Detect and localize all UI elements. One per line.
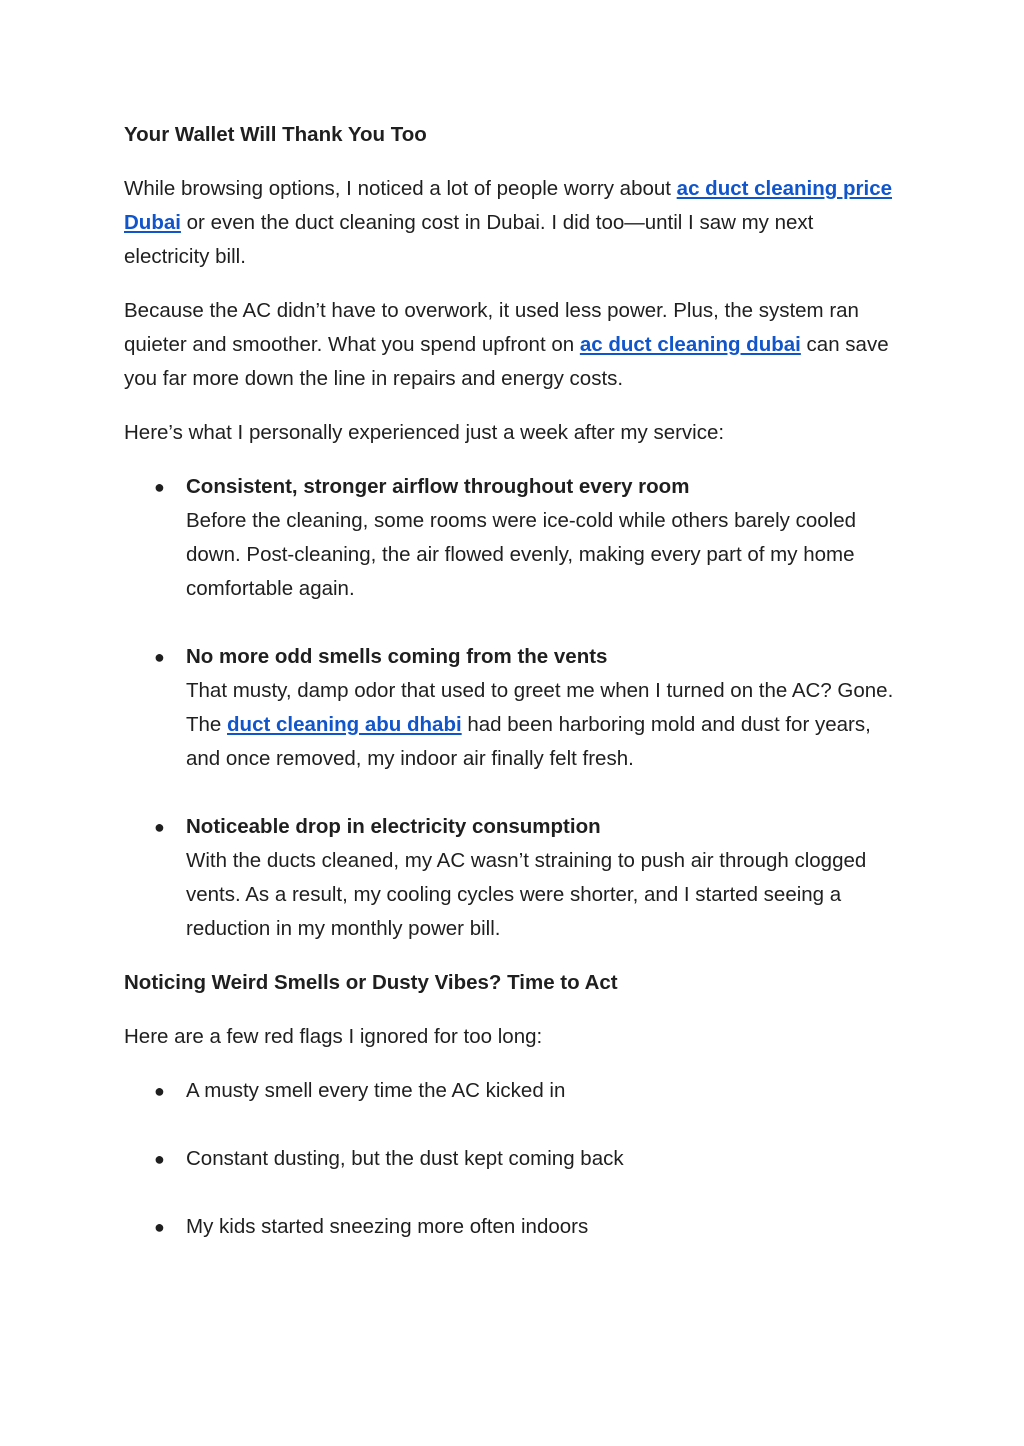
paragraph-text: While browsing options, I noticed a lot of people worry about (124, 177, 677, 200)
section-heading-red-flags: Noticing Weird Smells or Dusty Vibes? Time to Act (124, 971, 618, 994)
paragraph-price (124, 172, 904, 274)
bullet-icon: ● (154, 1149, 165, 1169)
list-item-body: With the ducts cleaned, my AC wasn’t straining to push air through clogged vents. As a result, my cooling cycles were shorter, and I started seeing a reduction in my monthly power bill. (186, 849, 867, 940)
list-item (124, 1142, 904, 1176)
bullet-icon: ● (154, 817, 165, 837)
list-item-text: had been harboring mold and dust for years, and once removed, my indoor air finally felt fresh. (186, 713, 871, 770)
paragraph-experience: Here’s what I personally experienced just a week after my service: (124, 421, 725, 444)
list-item (124, 1210, 904, 1244)
list-item (124, 640, 904, 776)
link-ac-duct-cleaning-dubai[interactable]: ac duct cleaning dubai (579, 333, 801, 356)
bullet-icon: ● (154, 1081, 165, 1101)
link-ac-duct-cleaning-price-dubai[interactable]: ac duct cleaning price Dubai (124, 177, 892, 234)
bullet-icon: ● (154, 647, 165, 667)
list-item-text: Constant dusting, but the dust kept coming back (186, 1147, 624, 1170)
list-item-body (186, 674, 904, 776)
bullet-icon: ● (154, 477, 165, 497)
list-item-text: My kids started sneezing more often indoors (186, 1215, 589, 1238)
document-page (124, 118, 904, 1244)
experience-list (124, 470, 904, 946)
link-duct-cleaning-abu-dhabi[interactable]: duct cleaning abu dhabi (227, 713, 462, 736)
list-item (124, 1074, 904, 1108)
list-item-title: Noticeable drop in electricity consumption (186, 815, 601, 838)
list-item (124, 810, 904, 946)
list-item-body: Before the cleaning, some rooms were ice-cold while others barely cooled down. Post-cleaning, the air flowed evenly, making every part of my home comfortable again. (186, 509, 857, 600)
list-item-title: Consistent, stronger airflow throughout every room (186, 475, 690, 498)
paragraph-red-flags-intro: Here are a few red flags I ignored for too long: (124, 1025, 543, 1048)
paragraph-text: can save you far more down the line in repairs and energy costs. (124, 333, 889, 390)
paragraph-text: or even the duct cleaning cost in Dubai. I did too—until I saw my next electricity bill. (124, 211, 814, 268)
paragraph-power (124, 294, 904, 396)
red-flags-list (124, 1074, 904, 1244)
list-item-title: No more odd smells coming from the vents (186, 645, 608, 668)
list-item-text: That musty, damp odor that used to greet me when I turned on the AC? Gone. The (186, 679, 894, 736)
section-heading-wallet: Your Wallet Will Thank You Too (124, 123, 427, 146)
bullet-icon: ● (154, 1217, 165, 1237)
list-item-text: A musty smell every time the AC kicked in (186, 1079, 566, 1102)
paragraph-text: Because the AC didn’t have to overwork, it used less power. Plus, the system ran quieter and smoother. What you spend upfront on (124, 299, 859, 356)
list-item (124, 470, 904, 606)
